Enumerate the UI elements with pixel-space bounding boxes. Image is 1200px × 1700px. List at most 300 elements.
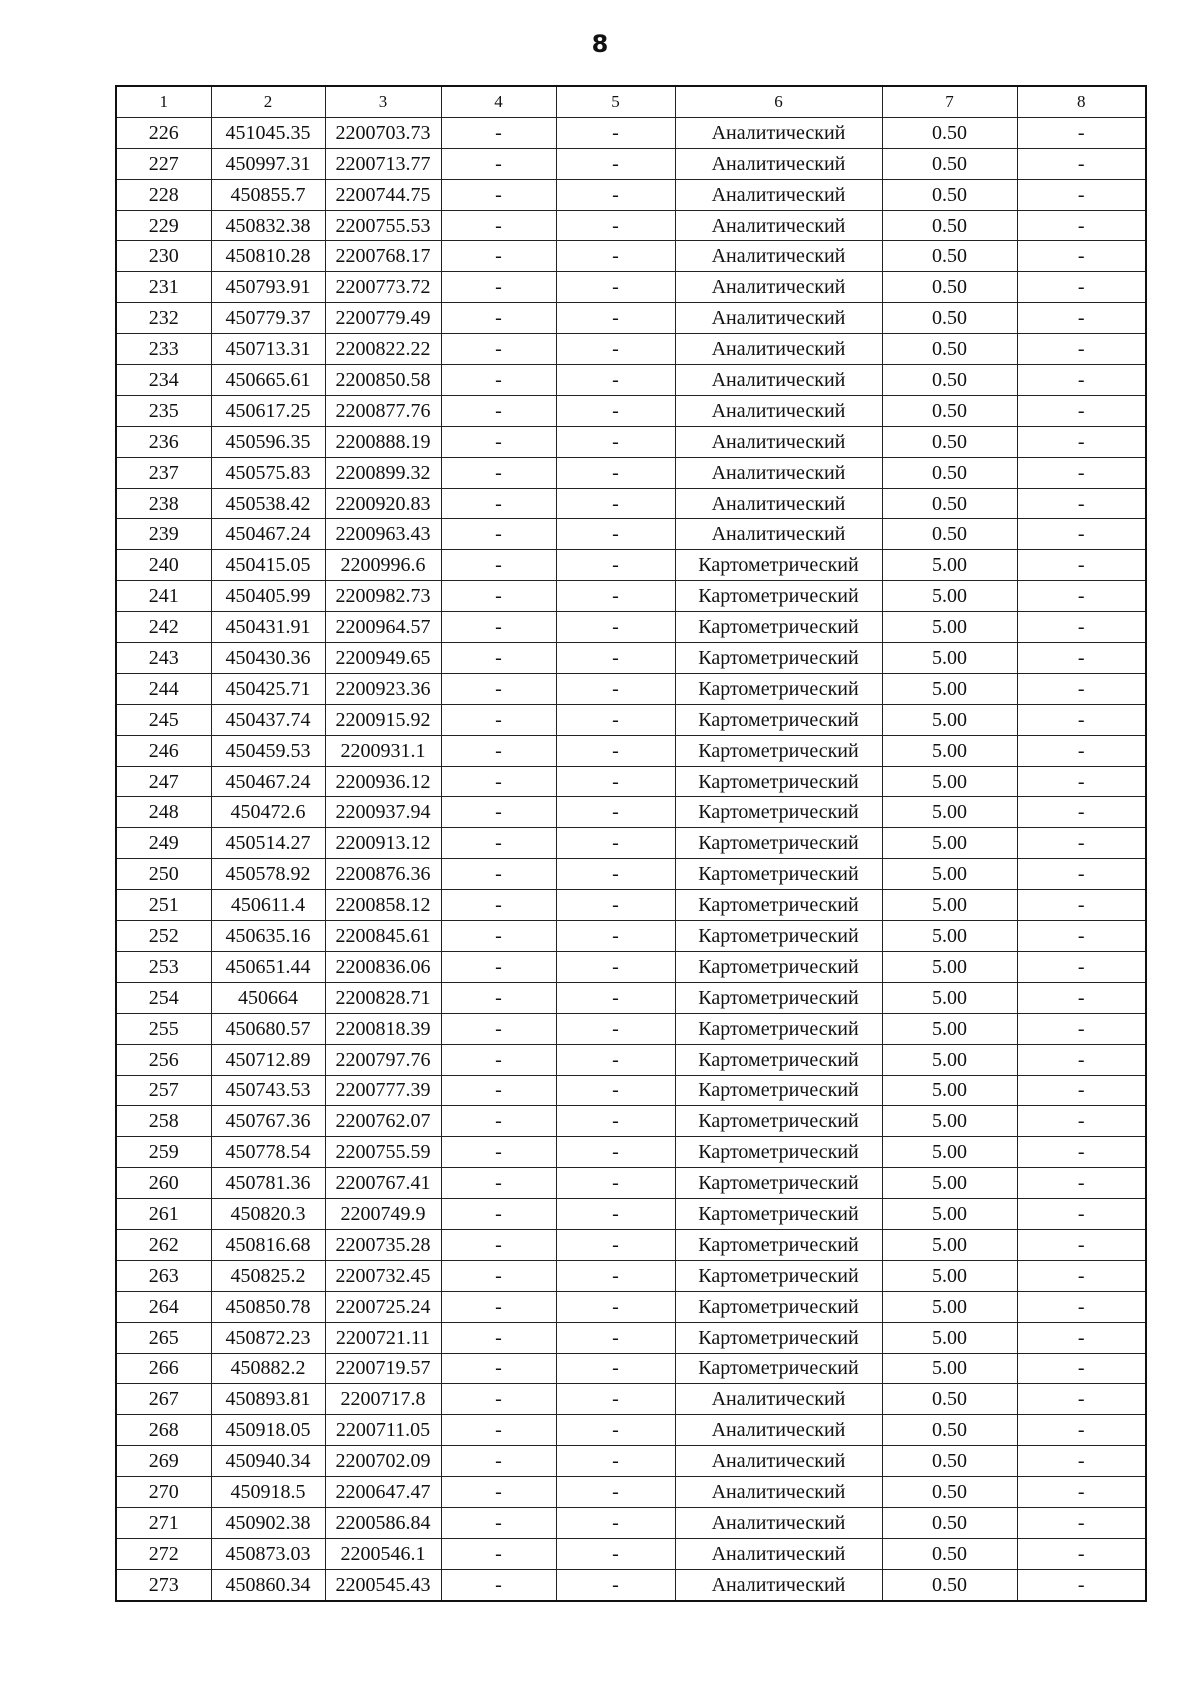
point-number-cell: 261 bbox=[116, 1199, 211, 1230]
col-5-cell: - bbox=[556, 426, 675, 457]
point-number-cell: 249 bbox=[116, 828, 211, 859]
method-cell: Аналитический bbox=[675, 1507, 882, 1538]
x-coordinate-cell: 450850.78 bbox=[211, 1291, 325, 1322]
accuracy-cell: 5.00 bbox=[882, 1137, 1017, 1168]
x-coordinate-cell: 450825.2 bbox=[211, 1260, 325, 1291]
col-8-cell: - bbox=[1017, 1013, 1146, 1044]
col-8-cell: - bbox=[1017, 148, 1146, 179]
accuracy-cell: 5.00 bbox=[882, 1353, 1017, 1384]
point-number-cell: 269 bbox=[116, 1446, 211, 1477]
x-coordinate-cell: 450873.03 bbox=[211, 1538, 325, 1569]
table-row bbox=[116, 1507, 1146, 1538]
accuracy-cell: 5.00 bbox=[882, 951, 1017, 982]
x-coordinate-cell: 450425.71 bbox=[211, 673, 325, 704]
accuracy-cell: 0.50 bbox=[882, 365, 1017, 396]
accuracy-cell: 0.50 bbox=[882, 303, 1017, 334]
col-5-cell: - bbox=[556, 766, 675, 797]
y-coordinate-cell: 2200713.77 bbox=[325, 148, 441, 179]
col-4-cell: - bbox=[441, 921, 556, 952]
accuracy-cell: 0.50 bbox=[882, 334, 1017, 365]
col-5-cell: - bbox=[556, 704, 675, 735]
y-coordinate-cell: 2200964.57 bbox=[325, 612, 441, 643]
col-5-cell: - bbox=[556, 1137, 675, 1168]
column-header-7: 7 bbox=[882, 86, 1017, 117]
table-row bbox=[116, 334, 1146, 365]
col-4-cell: - bbox=[441, 1569, 556, 1600]
method-cell: Картометрический bbox=[675, 982, 882, 1013]
method-cell: Картометрический bbox=[675, 1013, 882, 1044]
table-row bbox=[116, 1569, 1146, 1600]
accuracy-cell: 0.50 bbox=[882, 1569, 1017, 1600]
method-cell: Картометрический bbox=[675, 1291, 882, 1322]
y-coordinate-cell: 2200773.72 bbox=[325, 272, 441, 303]
point-number-cell: 251 bbox=[116, 890, 211, 921]
col-8-cell: - bbox=[1017, 766, 1146, 797]
col-5-cell: - bbox=[556, 457, 675, 488]
table-row bbox=[116, 673, 1146, 704]
col-5-cell: - bbox=[556, 735, 675, 766]
col-8-cell: - bbox=[1017, 210, 1146, 241]
col-8-cell: - bbox=[1017, 1353, 1146, 1384]
col-5-cell: - bbox=[556, 1477, 675, 1508]
method-cell: Картометрический bbox=[675, 859, 882, 890]
y-coordinate-cell: 2200888.19 bbox=[325, 426, 441, 457]
x-coordinate-cell: 450437.74 bbox=[211, 704, 325, 735]
y-coordinate-cell: 2200818.39 bbox=[325, 1013, 441, 1044]
table-row bbox=[116, 921, 1146, 952]
method-cell: Картометрический bbox=[675, 1168, 882, 1199]
col-5-cell: - bbox=[556, 365, 675, 396]
table-row bbox=[116, 1106, 1146, 1137]
accuracy-cell: 0.50 bbox=[882, 488, 1017, 519]
table-row bbox=[116, 1229, 1146, 1260]
col-5-cell: - bbox=[556, 117, 675, 148]
col-5-cell: - bbox=[556, 241, 675, 272]
accuracy-cell: 5.00 bbox=[882, 1229, 1017, 1260]
column-header-2: 2 bbox=[211, 86, 325, 117]
point-number-cell: 241 bbox=[116, 581, 211, 612]
method-cell: Аналитический bbox=[675, 365, 882, 396]
y-coordinate-cell: 2200822.22 bbox=[325, 334, 441, 365]
col-4-cell: - bbox=[441, 550, 556, 581]
y-coordinate-cell: 2200915.92 bbox=[325, 704, 441, 735]
point-number-cell: 245 bbox=[116, 704, 211, 735]
table-row bbox=[116, 643, 1146, 674]
point-number-cell: 272 bbox=[116, 1538, 211, 1569]
y-coordinate-cell: 2200828.71 bbox=[325, 982, 441, 1013]
accuracy-cell: 0.50 bbox=[882, 1415, 1017, 1446]
table-row bbox=[116, 1013, 1146, 1044]
col-5-cell: - bbox=[556, 1569, 675, 1600]
accuracy-cell: 5.00 bbox=[882, 1260, 1017, 1291]
coordinates-table bbox=[115, 85, 1147, 1602]
x-coordinate-cell: 450467.24 bbox=[211, 519, 325, 550]
point-number-cell: 243 bbox=[116, 643, 211, 674]
x-coordinate-cell: 450680.57 bbox=[211, 1013, 325, 1044]
col-4-cell: - bbox=[441, 1538, 556, 1569]
point-number-cell: 266 bbox=[116, 1353, 211, 1384]
accuracy-cell: 5.00 bbox=[882, 735, 1017, 766]
point-number-cell: 256 bbox=[116, 1044, 211, 1075]
accuracy-cell: 0.50 bbox=[882, 1538, 1017, 1569]
y-coordinate-cell: 2200963.43 bbox=[325, 519, 441, 550]
col-4-cell: - bbox=[441, 704, 556, 735]
accuracy-cell: 5.00 bbox=[882, 982, 1017, 1013]
col-4-cell: - bbox=[441, 395, 556, 426]
x-coordinate-cell: 450767.36 bbox=[211, 1106, 325, 1137]
accuracy-cell: 5.00 bbox=[882, 828, 1017, 859]
method-cell: Картометрический bbox=[675, 1260, 882, 1291]
col-8-cell: - bbox=[1017, 612, 1146, 643]
method-cell: Аналитический bbox=[675, 179, 882, 210]
col-4-cell: - bbox=[441, 612, 556, 643]
y-coordinate-cell: 2200762.07 bbox=[325, 1106, 441, 1137]
col-8-cell: - bbox=[1017, 982, 1146, 1013]
col-4-cell: - bbox=[441, 1075, 556, 1106]
method-cell: Картометрический bbox=[675, 612, 882, 643]
accuracy-cell: 5.00 bbox=[882, 643, 1017, 674]
y-coordinate-cell: 2200719.57 bbox=[325, 1353, 441, 1384]
y-coordinate-cell: 2200749.9 bbox=[325, 1199, 441, 1230]
y-coordinate-cell: 2200586.84 bbox=[325, 1507, 441, 1538]
table-row bbox=[116, 272, 1146, 303]
method-cell: Аналитический bbox=[675, 210, 882, 241]
method-cell: Аналитический bbox=[675, 148, 882, 179]
table-row bbox=[116, 241, 1146, 272]
table-row bbox=[116, 704, 1146, 735]
method-cell: Картометрический bbox=[675, 890, 882, 921]
method-cell: Аналитический bbox=[675, 488, 882, 519]
x-coordinate-cell: 450860.34 bbox=[211, 1569, 325, 1600]
col-5-cell: - bbox=[556, 1446, 675, 1477]
col-8-cell: - bbox=[1017, 272, 1146, 303]
col-4-cell: - bbox=[441, 673, 556, 704]
col-5-cell: - bbox=[556, 1260, 675, 1291]
x-coordinate-cell: 450778.54 bbox=[211, 1137, 325, 1168]
col-4-cell: - bbox=[441, 117, 556, 148]
col-4-cell: - bbox=[441, 766, 556, 797]
col-8-cell: - bbox=[1017, 828, 1146, 859]
col-5-cell: - bbox=[556, 148, 675, 179]
table-row bbox=[116, 890, 1146, 921]
x-coordinate-cell: 450882.2 bbox=[211, 1353, 325, 1384]
y-coordinate-cell: 2200702.09 bbox=[325, 1446, 441, 1477]
point-number-cell: 271 bbox=[116, 1507, 211, 1538]
col-4-cell: - bbox=[441, 210, 556, 241]
method-cell: Картометрический bbox=[675, 828, 882, 859]
x-coordinate-cell: 450713.31 bbox=[211, 334, 325, 365]
col-4-cell: - bbox=[441, 1322, 556, 1353]
accuracy-cell: 5.00 bbox=[882, 550, 1017, 581]
col-8-cell: - bbox=[1017, 1260, 1146, 1291]
col-8-cell: - bbox=[1017, 1291, 1146, 1322]
method-cell: Аналитический bbox=[675, 117, 882, 148]
y-coordinate-cell: 2200725.24 bbox=[325, 1291, 441, 1322]
col-5-cell: - bbox=[556, 334, 675, 365]
method-cell: Аналитический bbox=[675, 1384, 882, 1415]
table-row bbox=[116, 117, 1146, 148]
method-cell: Аналитический bbox=[675, 1538, 882, 1569]
table-body bbox=[116, 117, 1146, 1600]
accuracy-cell: 5.00 bbox=[882, 1075, 1017, 1106]
point-number-cell: 263 bbox=[116, 1260, 211, 1291]
col-5-cell: - bbox=[556, 581, 675, 612]
method-cell: Аналитический bbox=[675, 395, 882, 426]
point-number-cell: 255 bbox=[116, 1013, 211, 1044]
accuracy-cell: 0.50 bbox=[882, 117, 1017, 148]
method-cell: Аналитический bbox=[675, 457, 882, 488]
accuracy-cell: 0.50 bbox=[882, 1446, 1017, 1477]
accuracy-cell: 5.00 bbox=[882, 1106, 1017, 1137]
accuracy-cell: 5.00 bbox=[882, 1168, 1017, 1199]
col-8-cell: - bbox=[1017, 797, 1146, 828]
point-number-cell: 244 bbox=[116, 673, 211, 704]
col-5-cell: - bbox=[556, 1291, 675, 1322]
col-5-cell: - bbox=[556, 612, 675, 643]
col-8-cell: - bbox=[1017, 643, 1146, 674]
table-row bbox=[116, 488, 1146, 519]
table-row bbox=[116, 1199, 1146, 1230]
table-row bbox=[116, 365, 1146, 396]
col-5-cell: - bbox=[556, 303, 675, 334]
table-row bbox=[116, 735, 1146, 766]
method-cell: Картометрический bbox=[675, 704, 882, 735]
col-8-cell: - bbox=[1017, 1538, 1146, 1569]
x-coordinate-cell: 450578.92 bbox=[211, 859, 325, 890]
y-coordinate-cell: 2200982.73 bbox=[325, 581, 441, 612]
col-8-cell: - bbox=[1017, 365, 1146, 396]
y-coordinate-cell: 2200877.76 bbox=[325, 395, 441, 426]
x-coordinate-cell: 450635.16 bbox=[211, 921, 325, 952]
point-number-cell: 267 bbox=[116, 1384, 211, 1415]
accuracy-cell: 0.50 bbox=[882, 1384, 1017, 1415]
y-coordinate-cell: 2200899.32 bbox=[325, 457, 441, 488]
point-number-cell: 228 bbox=[116, 179, 211, 210]
table-header bbox=[116, 86, 1146, 117]
table-row bbox=[116, 457, 1146, 488]
point-number-cell: 236 bbox=[116, 426, 211, 457]
table-row bbox=[116, 766, 1146, 797]
col-4-cell: - bbox=[441, 334, 556, 365]
x-coordinate-cell: 450872.23 bbox=[211, 1322, 325, 1353]
accuracy-cell: 5.00 bbox=[882, 921, 1017, 952]
point-number-cell: 253 bbox=[116, 951, 211, 982]
y-coordinate-cell: 2200913.12 bbox=[325, 828, 441, 859]
x-coordinate-cell: 450820.3 bbox=[211, 1199, 325, 1230]
accuracy-cell: 5.00 bbox=[882, 1013, 1017, 1044]
col-8-cell: - bbox=[1017, 1168, 1146, 1199]
col-5-cell: - bbox=[556, 890, 675, 921]
y-coordinate-cell: 2200923.36 bbox=[325, 673, 441, 704]
col-4-cell: - bbox=[441, 1137, 556, 1168]
col-5-cell: - bbox=[556, 179, 675, 210]
method-cell: Картометрический bbox=[675, 643, 882, 674]
y-coordinate-cell: 2200779.49 bbox=[325, 303, 441, 334]
col-4-cell: - bbox=[441, 828, 556, 859]
col-5-cell: - bbox=[556, 272, 675, 303]
point-number-cell: 234 bbox=[116, 365, 211, 396]
x-coordinate-cell: 450997.31 bbox=[211, 148, 325, 179]
point-number-cell: 268 bbox=[116, 1415, 211, 1446]
col-5-cell: - bbox=[556, 1168, 675, 1199]
method-cell: Аналитический bbox=[675, 241, 882, 272]
accuracy-cell: 5.00 bbox=[882, 1291, 1017, 1322]
y-coordinate-cell: 2200545.43 bbox=[325, 1569, 441, 1600]
col-5-cell: - bbox=[556, 1075, 675, 1106]
point-number-cell: 270 bbox=[116, 1477, 211, 1508]
y-coordinate-cell: 2200755.59 bbox=[325, 1137, 441, 1168]
col-5-cell: - bbox=[556, 1322, 675, 1353]
x-coordinate-cell: 450575.83 bbox=[211, 457, 325, 488]
column-header-4: 4 bbox=[441, 86, 556, 117]
point-number-cell: 237 bbox=[116, 457, 211, 488]
col-4-cell: - bbox=[441, 365, 556, 396]
accuracy-cell: 0.50 bbox=[882, 1507, 1017, 1538]
accuracy-cell: 5.00 bbox=[882, 1044, 1017, 1075]
col-5-cell: - bbox=[556, 1415, 675, 1446]
x-coordinate-cell: 451045.35 bbox=[211, 117, 325, 148]
table-row bbox=[116, 1477, 1146, 1508]
table-row bbox=[116, 982, 1146, 1013]
col-5-cell: - bbox=[556, 1538, 675, 1569]
accuracy-cell: 5.00 bbox=[882, 1199, 1017, 1230]
y-coordinate-cell: 2200647.47 bbox=[325, 1477, 441, 1508]
col-8-cell: - bbox=[1017, 1569, 1146, 1600]
point-number-cell: 240 bbox=[116, 550, 211, 581]
x-coordinate-cell: 450596.35 bbox=[211, 426, 325, 457]
x-coordinate-cell: 450940.34 bbox=[211, 1446, 325, 1477]
point-number-cell: 259 bbox=[116, 1137, 211, 1168]
table-row bbox=[116, 612, 1146, 643]
col-4-cell: - bbox=[441, 1260, 556, 1291]
col-8-cell: - bbox=[1017, 581, 1146, 612]
y-coordinate-cell: 2200721.11 bbox=[325, 1322, 441, 1353]
method-cell: Аналитический bbox=[675, 519, 882, 550]
x-coordinate-cell: 450902.38 bbox=[211, 1507, 325, 1538]
y-coordinate-cell: 2200996.6 bbox=[325, 550, 441, 581]
col-8-cell: - bbox=[1017, 735, 1146, 766]
col-5-cell: - bbox=[556, 1229, 675, 1260]
point-number-cell: 227 bbox=[116, 148, 211, 179]
table-row bbox=[116, 1322, 1146, 1353]
col-4-cell: - bbox=[441, 303, 556, 334]
point-number-cell: 252 bbox=[116, 921, 211, 952]
col-8-cell: - bbox=[1017, 859, 1146, 890]
method-cell: Картометрический bbox=[675, 1229, 882, 1260]
col-4-cell: - bbox=[441, 148, 556, 179]
col-4-cell: - bbox=[441, 457, 556, 488]
col-5-cell: - bbox=[556, 921, 675, 952]
col-8-cell: - bbox=[1017, 1322, 1146, 1353]
col-5-cell: - bbox=[556, 828, 675, 859]
table-row bbox=[116, 519, 1146, 550]
table-row bbox=[116, 179, 1146, 210]
y-coordinate-cell: 2200949.65 bbox=[325, 643, 441, 674]
method-cell: Картометрический bbox=[675, 735, 882, 766]
method-cell: Аналитический bbox=[675, 272, 882, 303]
method-cell: Картометрический bbox=[675, 550, 882, 581]
col-5-cell: - bbox=[556, 1507, 675, 1538]
point-number-cell: 242 bbox=[116, 612, 211, 643]
x-coordinate-cell: 450651.44 bbox=[211, 951, 325, 982]
col-8-cell: - bbox=[1017, 395, 1146, 426]
method-cell: Аналитический bbox=[675, 334, 882, 365]
y-coordinate-cell: 2200845.61 bbox=[325, 921, 441, 952]
point-number-cell: 232 bbox=[116, 303, 211, 334]
col-4-cell: - bbox=[441, 1477, 556, 1508]
accuracy-cell: 0.50 bbox=[882, 395, 1017, 426]
col-4-cell: - bbox=[441, 1044, 556, 1075]
method-cell: Картометрический bbox=[675, 766, 882, 797]
y-coordinate-cell: 2200876.36 bbox=[325, 859, 441, 890]
col-4-cell: - bbox=[441, 1199, 556, 1230]
accuracy-cell: 5.00 bbox=[882, 704, 1017, 735]
col-5-cell: - bbox=[556, 797, 675, 828]
point-number-cell: 264 bbox=[116, 1291, 211, 1322]
point-number-cell: 258 bbox=[116, 1106, 211, 1137]
col-8-cell: - bbox=[1017, 1229, 1146, 1260]
accuracy-cell: 0.50 bbox=[882, 519, 1017, 550]
col-8-cell: - bbox=[1017, 1199, 1146, 1230]
col-4-cell: - bbox=[441, 1106, 556, 1137]
table-row bbox=[116, 395, 1146, 426]
table-row bbox=[116, 1260, 1146, 1291]
point-number-cell: 246 bbox=[116, 735, 211, 766]
table-row bbox=[116, 797, 1146, 828]
method-cell: Аналитический bbox=[675, 1415, 882, 1446]
x-coordinate-cell: 450781.36 bbox=[211, 1168, 325, 1199]
x-coordinate-cell: 450855.7 bbox=[211, 179, 325, 210]
col-5-cell: - bbox=[556, 1384, 675, 1415]
point-number-cell: 257 bbox=[116, 1075, 211, 1106]
y-coordinate-cell: 2200797.76 bbox=[325, 1044, 441, 1075]
col-8-cell: - bbox=[1017, 951, 1146, 982]
col-4-cell: - bbox=[441, 643, 556, 674]
method-cell: Аналитический bbox=[675, 1446, 882, 1477]
y-coordinate-cell: 2200735.28 bbox=[325, 1229, 441, 1260]
y-coordinate-cell: 2200777.39 bbox=[325, 1075, 441, 1106]
col-8-cell: - bbox=[1017, 334, 1146, 365]
col-4-cell: - bbox=[441, 179, 556, 210]
accuracy-cell: 5.00 bbox=[882, 797, 1017, 828]
col-8-cell: - bbox=[1017, 1075, 1146, 1106]
method-cell: Картометрический bbox=[675, 797, 882, 828]
accuracy-cell: 5.00 bbox=[882, 859, 1017, 890]
col-5-cell: - bbox=[556, 1199, 675, 1230]
col-8-cell: - bbox=[1017, 303, 1146, 334]
table-row bbox=[116, 426, 1146, 457]
point-number-cell: 250 bbox=[116, 859, 211, 890]
col-8-cell: - bbox=[1017, 426, 1146, 457]
method-cell: Картометрический bbox=[675, 1137, 882, 1168]
col-5-cell: - bbox=[556, 1044, 675, 1075]
table-row bbox=[116, 210, 1146, 241]
table-row bbox=[116, 828, 1146, 859]
y-coordinate-cell: 2200768.17 bbox=[325, 241, 441, 272]
method-cell: Аналитический bbox=[675, 426, 882, 457]
table-row bbox=[116, 1044, 1146, 1075]
method-cell: Картометрический bbox=[675, 1075, 882, 1106]
table-row bbox=[116, 1353, 1146, 1384]
col-8-cell: - bbox=[1017, 673, 1146, 704]
page-number: 8 bbox=[591, 30, 609, 58]
header-row bbox=[116, 86, 1146, 117]
col-8-cell: - bbox=[1017, 519, 1146, 550]
accuracy-cell: 5.00 bbox=[882, 1322, 1017, 1353]
col-4-cell: - bbox=[441, 735, 556, 766]
col-4-cell: - bbox=[441, 1291, 556, 1322]
x-coordinate-cell: 450712.89 bbox=[211, 1044, 325, 1075]
